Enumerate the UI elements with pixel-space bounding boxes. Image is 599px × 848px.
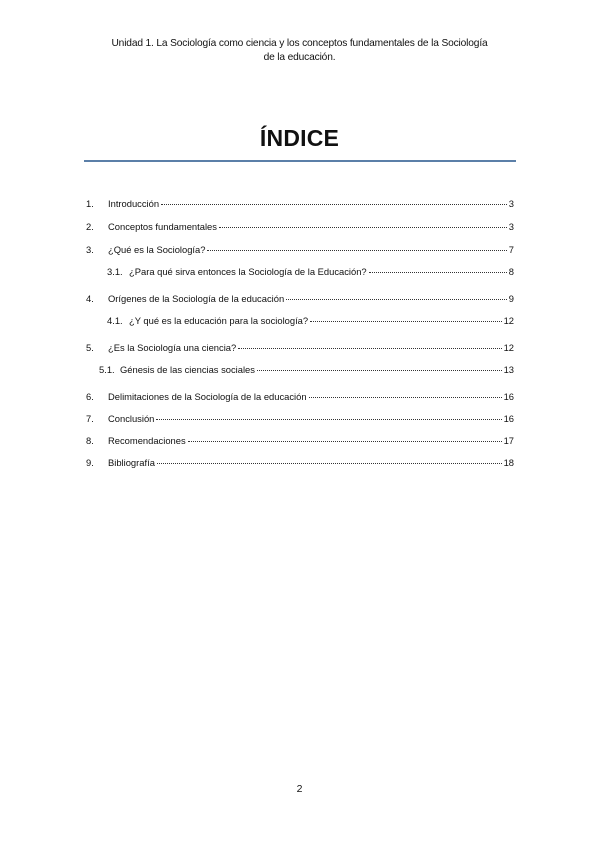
toc-entry-page: 7 [508, 244, 514, 255]
toc-entry-label: Recomendaciones [108, 435, 186, 446]
toc-entry-number: 7. [86, 413, 94, 424]
toc-entry-label: Introducción [108, 198, 160, 209]
page-title: ÍNDICE [259, 125, 340, 151]
toc-entry[interactable] [86, 292, 514, 306]
toc-entry-number: 3.1. [107, 266, 123, 277]
toc-entry-number: 5. [86, 342, 94, 353]
toc-entry-label: ¿Y qué es la educación para la sociología? [129, 315, 309, 326]
toc-entry[interactable] [86, 456, 514, 470]
toc-entry[interactable] [86, 243, 514, 257]
header-line-2: de la educación. [263, 52, 336, 63]
toc-entry-page: 16 [503, 413, 514, 424]
toc-entry[interactable] [86, 390, 514, 404]
toc-entry-leader [188, 433, 502, 442]
toc-entry-leader [286, 291, 507, 300]
toc-entry-page: 12 [503, 342, 514, 353]
toc-entry-leader [369, 264, 507, 273]
page-header [70, 37, 529, 65]
title-rule [84, 160, 516, 162]
toc-entry-label: ¿Para qué sirva entonces la Sociología de la Educación? [129, 266, 367, 277]
header-line-1: Unidad 1. La Sociología como ciencia y los conceptos fundamentales de la Sociología [111, 38, 488, 49]
toc-entry-label: Génesis de las ciencias sociales [120, 364, 255, 375]
toc-entry-label: ¿Es la Sociología una ciencia? [108, 342, 237, 353]
toc-entry-leader [156, 411, 501, 420]
toc-entry-page: 17 [503, 435, 514, 446]
toc-entry-number: 8. [86, 435, 94, 446]
toc-entry-leader [157, 455, 502, 464]
toc-entry-number: 9. [86, 457, 94, 468]
toc-entry-page: 16 [503, 391, 514, 402]
toc-entry-leader [238, 340, 501, 349]
toc-entry-page: 3 [508, 221, 514, 232]
toc-entry-leader [257, 362, 502, 371]
toc-entry-label: Conclusión [108, 413, 155, 424]
toc-entry-leader [219, 219, 507, 228]
toc-entry-leader [310, 313, 501, 322]
toc-entry-leader [309, 389, 502, 398]
toc-entry-label: Conceptos fundamentales [108, 221, 217, 232]
toc-entry-leader [161, 196, 507, 205]
toc-entry-number: 5.1. [99, 364, 115, 375]
toc-entry[interactable] [86, 341, 514, 355]
toc-entry-label: Orígenes de la Sociología de la educación [108, 293, 285, 304]
toc-entry-page: 12 [503, 315, 514, 326]
toc-entry-leader [207, 242, 506, 251]
toc-entry-number: 4. [86, 293, 94, 304]
toc-entry[interactable] [107, 314, 514, 328]
toc-entry-page: 9 [508, 293, 514, 304]
toc-entry-number: 4.1. [107, 315, 123, 326]
page-number: 2 [296, 783, 303, 795]
toc-entry-label: ¿Qué es la Sociología? [108, 244, 206, 255]
toc-entry-number: 3. [86, 244, 94, 255]
toc-entry-label: Delimitaciones de la Sociología de la educación [108, 391, 307, 402]
toc-entry-number: 6. [86, 391, 94, 402]
toc-entry-page: 3 [508, 198, 514, 209]
toc-entry-page: 18 [503, 457, 514, 468]
toc-entry-label: Bibliografía [108, 457, 155, 468]
toc-entry-number: 1. [86, 198, 94, 209]
toc-entry[interactable] [107, 265, 514, 279]
toc-entry[interactable] [86, 412, 514, 426]
toc-entry[interactable] [99, 363, 514, 377]
toc-entry-page: 13 [503, 364, 514, 375]
toc-entry-page: 8 [508, 266, 514, 277]
toc-entry[interactable] [86, 197, 514, 211]
toc-entry[interactable] [86, 434, 514, 448]
toc-entry[interactable] [86, 220, 514, 234]
toc-entry-number: 2. [86, 221, 94, 232]
